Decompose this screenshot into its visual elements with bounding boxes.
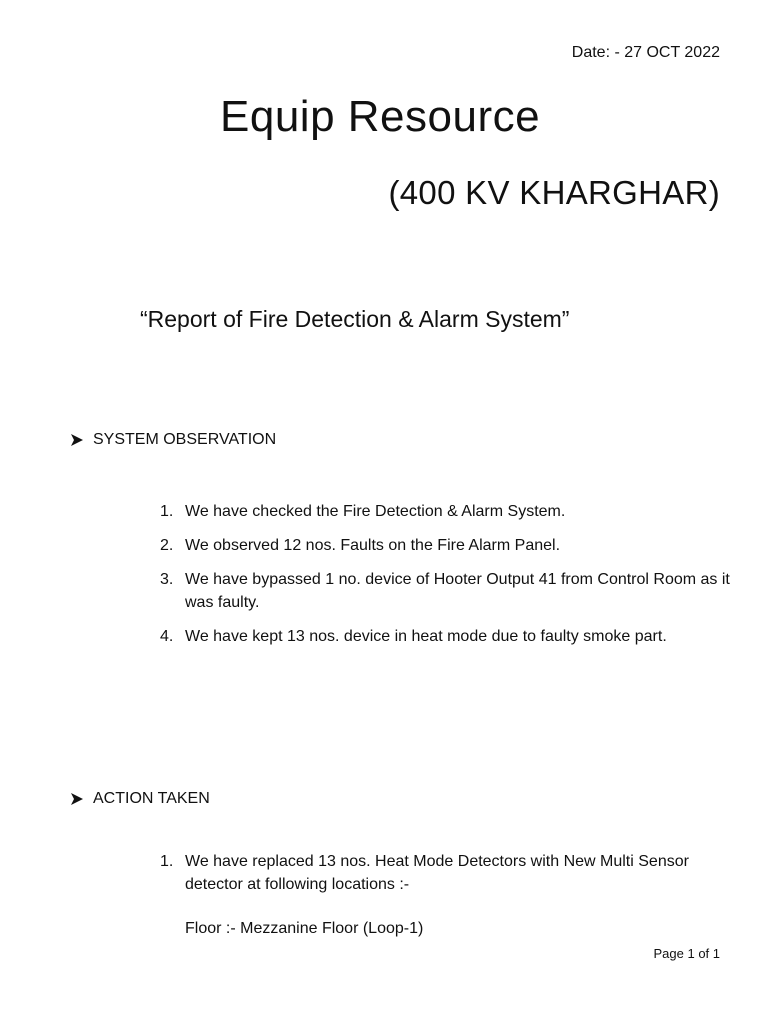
section-heading-label: ACTION TAKEN <box>93 790 210 807</box>
list-item-number: 2. <box>160 537 174 554</box>
list-item <box>160 850 740 940</box>
list-item-number: 4. <box>160 628 174 645</box>
report-title: “Report of Fire Detection & Alarm System” <box>140 306 570 332</box>
page-number: Page 1 of 1 <box>653 946 720 961</box>
list-item <box>160 500 740 523</box>
list-item-number: 1. <box>160 853 174 870</box>
section-heading-action-taken <box>70 790 210 808</box>
list-item-text: We have bypassed 1 no. device of Hooter Output 41 from Control Room as it was faulty. <box>185 571 730 611</box>
section-heading-system-observation <box>70 431 276 449</box>
list-item-text: We have kept 13 nos. device in heat mode due to faulty smoke part. <box>185 628 667 645</box>
list-item-text: We have replaced 13 nos. Heat Mode Detectors with New Multi Sensor detector at following locations :- <box>185 853 689 893</box>
list-item-text: We observed 12 nos. Faults on the Fire Alarm Panel. <box>185 537 561 554</box>
site-name: (400 KV KHARGHAR) <box>388 174 720 211</box>
list-item <box>160 534 740 557</box>
list-item-number: 1. <box>160 503 174 520</box>
list-item-number: 3. <box>160 571 174 588</box>
observation-list <box>160 500 740 659</box>
location-line: Floor :- Mezzanine Floor (Loop-1) <box>185 920 424 937</box>
report-date: Date: - 27 OCT 2022 <box>571 44 720 61</box>
action-list <box>160 850 740 940</box>
arrow-bullet-icon <box>70 433 84 447</box>
company-name: Equip Resource <box>220 92 541 141</box>
list-item <box>160 568 740 614</box>
section-heading-label: SYSTEM OBSERVATION <box>93 431 277 448</box>
list-item <box>160 625 740 648</box>
list-item-text: We have checked the Fire Detection & Alarm System. <box>185 503 566 520</box>
arrow-bullet-icon <box>70 792 84 806</box>
